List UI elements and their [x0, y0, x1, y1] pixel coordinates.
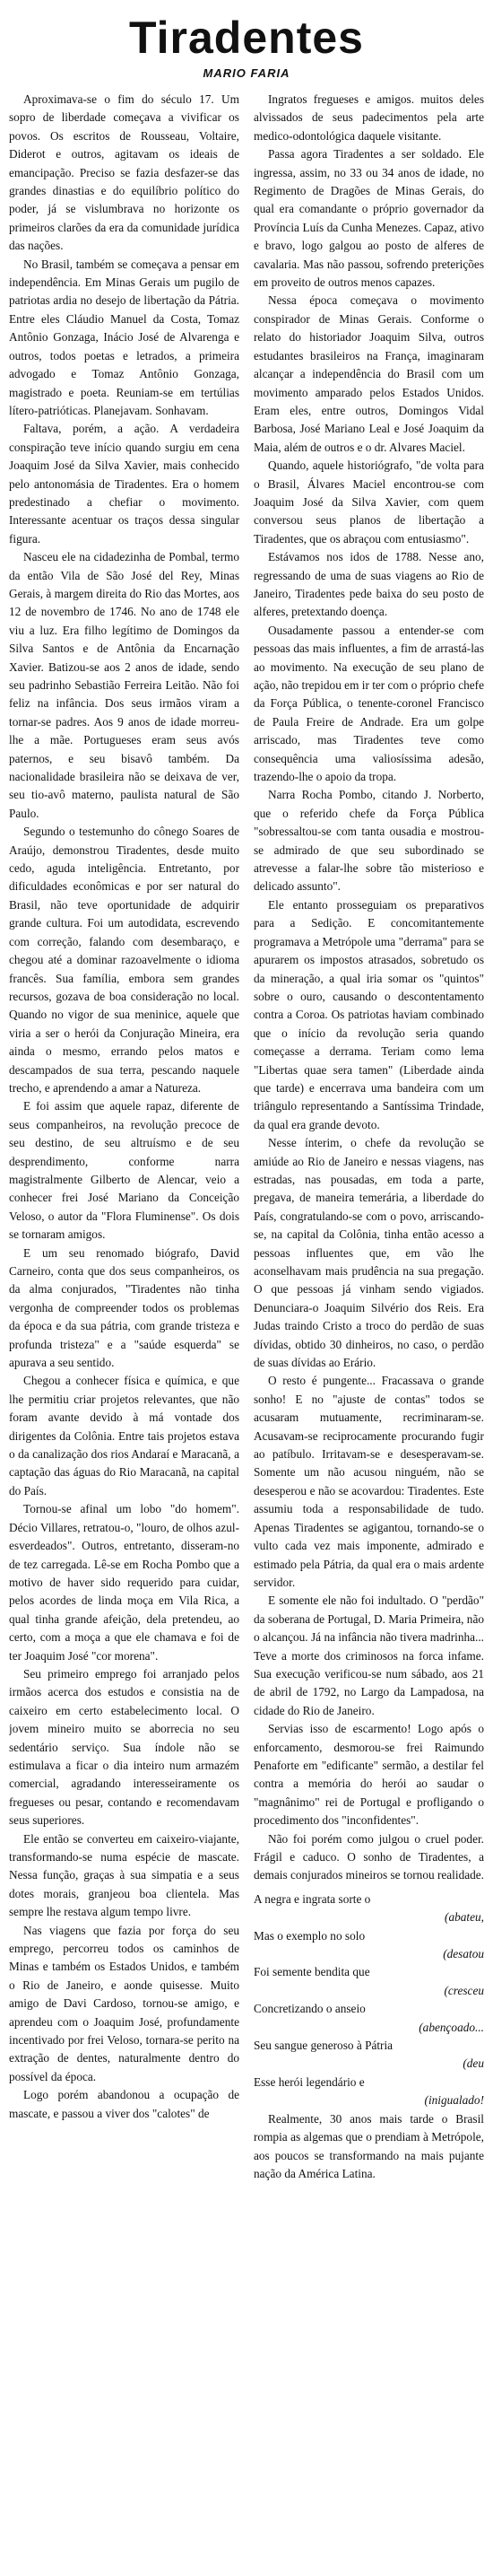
poem-line: Seu sangue generoso à Pátria [254, 2039, 394, 2053]
paragraph: Passa agora Tiradentes a ser soldado. Ele ingressa, assim, no 33 ou 34 anos de idade, no Regimento de Dragões de Minas Gerais, do qual era comandante o próprio governador da Província Luís da Cunha Menezes. Capaz, ativo e bravo, logo galgou ao posto de alferes de cavalaria. Mas não passou, sofrendo preterições em proveito de outros menos capazes. [254, 147, 484, 290]
poem-line-ending: (abençoado... [419, 2020, 484, 2034]
paragraph: Estávamos nos idos de 1788. Nesse ano, regressando de uma de suas viagens ao Rio de Janeiro, Tiradentes pede baixa do seu posto de alferes, pretextando doença. [254, 550, 484, 619]
paragraph: E foi assim que aquele rapaz, diferente de seus companheiros, na revolução precoce de seu destino, de seu altruísmo e de seu desprendimento, conforme narra magistralmente Gilberto de Alencar, veio a conhecer frei José Mariano da Conceição Veloso, o autor da "Flora Fluminense". Os dois se tornaram amigos. [9, 1099, 239, 1242]
article-title: Tiradentes [129, 13, 364, 63]
paragraph: Segundo o testemunho do cônego Soares de Araújo, demonstrou Tiradentes, desde muito cedo, aguda inteligência. Entretanto, por dificuldades econômicas e por ser natural do Brasil, não teve oportunidade de adquirir grande cultura. Foi um autodidata, escrevendo com correção, falando com desembaraço, e chegou até a dominar razoavelmente o idioma francês. Sua família, embora sem grandes recursos, gozava de boa consideração no local. Quando no vigor de sua meninice, aquele que viria a ser o herói da Conjuração Mineira, era ainda o mesmo, errando pelos matos e descampados de sua terra, pescando naquele trecho, e aprendendo a amar a Natureza. [9, 825, 239, 1095]
paragraph: Nas viagens que fazia por força do seu emprego, percorreu todos os caminhos de Minas e também os Estados Unidos, e também o Rio de Janeiro, e aonde quisesse. Muito amigo de Davi Cardoso, tornou-se amigo, e aprendeu com o Joaquim José, profundamente incentivado por frei Veloso, tornara-se perito na extração de dentes, naturalmente dentro do possível da época. [9, 1923, 239, 2083]
paragraph: Ele entanto prosseguiam os preparativos para a Sedição. E concomitantemente programava a Metrópole uma "derrama" para se apurarem os impostos atrasados, sobretudo os da mineração, a qual iria somar os "quintos" sobre o ouro, causando o descontentamento contra a Coroa. Os patriotas haviam combinado que o início da revolução seria quando começasse a derrama. Teriam como lema "Libertas quae sera tamen" (Liberdade ainda que tarde) e encerrava uma bandeira com um triângulo representando a Santíssima Trindade, da qual era grande devoto. [254, 897, 484, 1131]
paragraph: No Brasil, também se começava a pensar em independência. Em Minas Gerais um pugilo de patriotas ardia no desejo de libertação da Pátria. Entre eles Cláudio Manuel da Costa, Tomaz Antônio Gonzaga, Inácio José de Alvarenga e outros, todos poetas e letrados, a primeira advogado e Tomaz Antônio Gonzaga, magistrado e poeta. Reuniam-se em tertúlias lítero-patrióticas. Planejavam. Sonhavam. [9, 257, 239, 417]
poem-line-ending: (desatou [443, 1947, 484, 1961]
paragraph: O resto é pungente... Fracassava o grande sonho! E no "ajuste de contas" todos se acusaram mutuamente, recriminaram-se. Acusavam-se reciprocamente procurando fugir ao patíbulo. Irritavam-se e desesperavam-se. Somente um não acusou ninguém, não se desesperou e não se acovardou: Tiradentes. Este assumiu toda a responsabilidade de tudo. Apenas Tiradentes se agigantou, tornando-se o vulto cada vez mais imponente, admirado e estimado pela Pátria, da qual era o mais ardente servidor. [254, 1374, 484, 1589]
paragraph: Chegou a conhecer física e química, e que lhe permitiu criar projetos relevantes, que não foram avante devido à má vontade dos dirigentes da Colônia. Entre tais projetos estava o da canalização dos rios Andaraí e Maracanã, a captação das águas do Rio Maracanã, na capital do País. [9, 1374, 239, 1498]
paragraph: Tornou-se afinal um lobo "do homem". Décio Villares, retratou-o, "louro, de olhos azul-esverdeados". Outros, entretanto, disseram-no de tez carregada. Lê-se em Rocha Pombo que a motivo de haver sido requerido para cuidar, pelos acordes de linda moça em Vila Rica, a qual tinha grande afeição, dela pretendeu, ao certo, com a moça a que ele chamava e foi de ter Joaquim José "cor morena". [9, 1502, 239, 1663]
poem-line: Esse herói legendário e [254, 2074, 365, 2089]
paragraph: Narra Rocha Pombo, citando J. Norberto, que o referido chefe da Força Pública "sobressaltou-se com tanta ousadia e mostrou-se admirado de que seu subordinado se atrevesse a falar-lhe sobre tão misterioso e delicado assunto". [254, 788, 484, 894]
poem-line: Foi semente bendita que [254, 1965, 370, 1979]
paragraph: Nesse ínterim, o chefe da revolução se amiúde ao Rio de Janeiro e nessas viagens, nas estradas, nas pousadas, em toda a parte, pregava, de maneira temerária, a liberdade do País, congratulando-se com o povo, arriscando-se, na capital da Colônia, tinha então acesso a pessoas influentes que, em vão lhe aconselhavam mais prudência na sua pregação. O que pessoas já vinham sendo vigiados. Denunciara-o Joaquim Silvério dos Reis. Era Judas traindo Cristo a troco do perdão de suas dívidas, obtido 30 dinheiros, no caso, o perdão de suas dívidas ao Erário. [254, 1136, 484, 1370]
paragraph: Ingratos fregueses e amigos. muitos deles alvissados de seus padecimentos pela arte medico-odontológica daquele visitante. [254, 92, 484, 143]
poem-line-ending: (cresceu [444, 1983, 484, 1997]
poem-line-ending: (deu [463, 2056, 484, 2071]
paragraph: Quando, aquele historiógrafo, "de volta para o Brasil, Álvares Maciel encontrou-se com Joaquim José da Silva Xavier, com quem conversou seus planos de libertação a Tiradentes, que os abraçou com entusiasmo". [254, 458, 484, 546]
paragraph: Não foi porém como julgou o cruel poder. Frágil e caduco. O sonho de Tiradentes, a demais conjurados mineiros se tornou realidade. [254, 1831, 484, 1882]
paragraph: Logo porém abandonou a ocupação de mascate, e passou a viver dos "calotes" de [9, 2088, 239, 2120]
poem-stanza [254, 1891, 484, 2110]
paragraph: Ele então se converteu em caixeiro-viajante, transformando-se numa espécie de mascate. Nessa função, graças à sua simpatia e a seus dotes morais, granjeou boa clientela. Mas sempre lhe restava algum tempo livre. [9, 1831, 239, 1919]
right-column [254, 91, 484, 2576]
paragraph: Ousadamente passou a entender-se com pessoas das mais influentes, a fim de arrastá-las ao movimento. Na execução de seu plano de ação, não trepidou em ir ter com o próprio chefe da Força Pública, o tenente-coronel Francisco de Paula Freire de Andrade. Era um golpe arriscado, mas Tiradentes teve como consequência uma valiosíssima adesão, trazendo-lhe o apoio da tropa. [254, 623, 484, 784]
paragraph: Aproximava-se o fim do século 17. Um sopro de liberdade começava a vivificar os povos. Os escritos de Rousseau, Voltaire, Diderot e outros, agitavam os ideais de emancipação. Preciso se fazia desfazer-se das grandes dinastias e do equilíbrio político do poder, já se vislumbrava no horizonte os primeiros clarões da era da comunidade jurídica das nações. [9, 92, 239, 253]
paragraph: Nessa época começava o movimento conspirador de Minas Gerais. Conforme o relato do historiador Joaquim Silva, outros estudantes brasileiros na França, imaginaram alcançar a independência do Brasil com um movimento amparado pelos Estados Unidos. Eram eles, entre outros, Domingos Vidal Barbosa, José Mariano Leal e José Joaquim da Maia, além de outros e o dr. Alvares Maciel. [254, 293, 484, 454]
poem-line: Mas o exemplo no solo [254, 1928, 366, 1943]
paragraph: Nasceu ele na cidadezinha de Pombal, termo da então Vila de São José del Rey, Minas Gerais, à margem direita do Rio das Mortes, aos 12 de novembro de 1746. No ano de 1748 ele viu a luz. Era filho legítimo de Domingos da Silva Santos e de Antônia da Encarnação Xavier. Batizou-se aos 2 anos de idade, sendo seu padrinho Sebastião Ferreira Leitão. Não foi feliz na infância. Dos seus irmãos viram a tornar-se padres. Aos 9 anos de idade morreu-lhe a mãe. Portugueses eram seus avós paternos, e seu bisavô também. Da nacionalidade brasileira não se deixava de ver, seu tio-avô materno, paulista natural de São Paulo. [9, 550, 239, 820]
paragraph: E somente ele não foi indultado. O "perdão" da soberana de Portugal, D. Maria Primeira, não o alcançou. Já na infância não tivera madrinha... Teve a morte dos criminosos na forca infame. Sua execução verificou-se num sábado, aos 21 de abril de 1792, no Largo da Lampadosa, na cidade do Rio de Janeiro. [254, 1594, 484, 1717]
closing-paragraph: Realmente, 30 anos mais tarde o Brasil rompia as algemas que o prendiam à Metrópole, aos poucos se transformando na mais pujante nação da América Latina. [254, 2111, 484, 2180]
poem-line-ending: (inigualado! [424, 2093, 484, 2108]
left-column [9, 91, 239, 2576]
poem-line: A negra e ingrata sorte o [254, 1891, 371, 1906]
paragraph: Faltava, porém, a ação. A verdadeira conspiração teve início quando surgiu em cena Joaquim José da Silva Xavier, mais conhecido pelo antonomásia de Tiradentes. Era o homem predestinado a chefiar o movimento. Interessante acentuar os traços dessa singular figura. [9, 422, 239, 546]
article-body [9, 91, 484, 2576]
paragraph: Seu primeiro emprego foi arranjado pelos irmãos acerca dos estudos e consistia na de caixeiro em certo estabelecimento local. O jovem mineiro muito se aborrecia no seu sedentário serviço. Sua índole não se estimulava a ficar o dia inteiro num armazém comercial, agradando interesseiramente os fregueses ou pesar, contando e recomendavam seus superiores. [9, 1666, 239, 1828]
poem-line: Concretizando o anseio [254, 2002, 366, 2016]
poem-line-ending: (abateu, [445, 1910, 484, 1925]
paragraph: E um seu renomado biógrafo, David Carneiro, conta que dos seus companheiros, os da alma conjurados, "Tiradentes não tinha vergonha de compreender todos os problemas da época e da sua pátria, com grande tristeza e profunda tristeza" e a "saúde esquerda" se apurava a seu sentido. [9, 1245, 239, 1370]
author-byline: MARIO FARIA [203, 66, 290, 80]
paragraph: Servias isso de escarmento! Logo após o enforcamento, desmorou-se frei Raimundo Penaforte em "edificante" sermão, a destilar fel contra a memória do herói ao saudar o "magnânimo" rei de Portugal e profligando o procedimento dos "inconfidentes". [254, 1722, 484, 1828]
